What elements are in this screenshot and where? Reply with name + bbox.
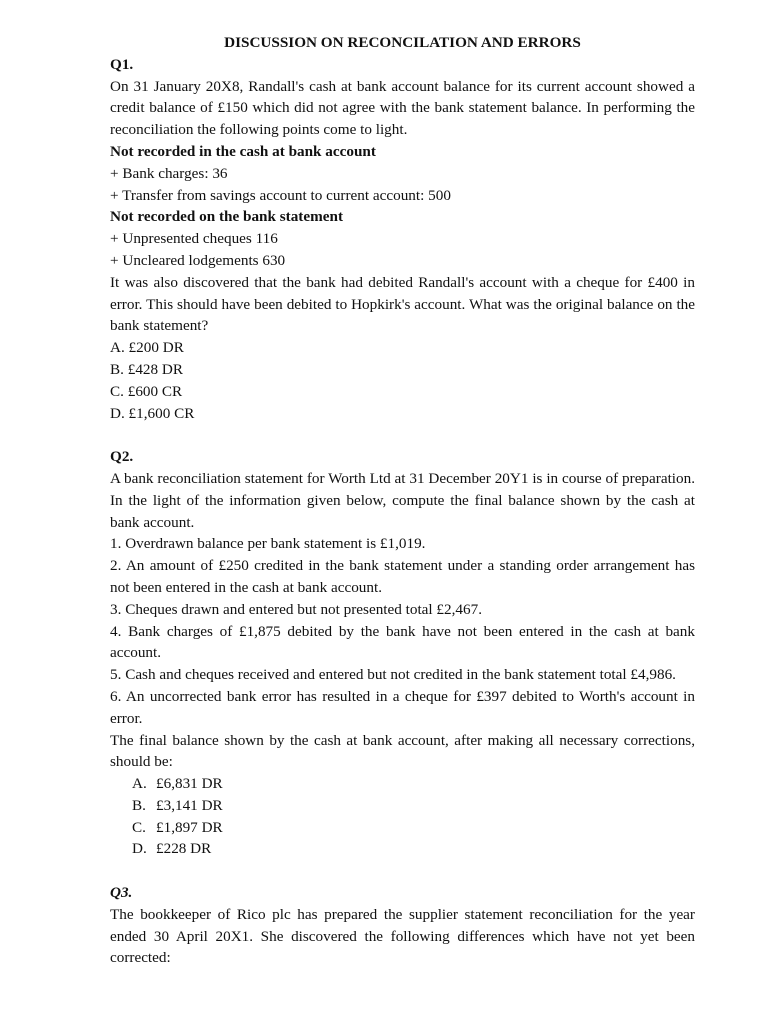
q2-question: The final balance shown by the cash at bank account, after making all necessary corrections, should be: — [110, 731, 695, 771]
q1-subheading-bank-statement: Not recorded on the bank statement — [110, 208, 343, 226]
q1-question: It was also discovered that the bank had debited Randall's account with a cheque for £400 in error. This should have been debited to Hopkirk's account. What was the original balance on the bank statement? — [110, 273, 695, 335]
q1-item-unpresented-cheques: + Unpresented cheques 116 — [110, 230, 278, 248]
q2-options — [110, 773, 695, 860]
q2-heading: Q2. — [110, 448, 134, 466]
q1-item-uncleared-lodgements: + Uncleared lodgements 630 — [110, 251, 286, 269]
q1-heading: Q1. — [110, 55, 134, 73]
q1-option-b: B. £428 DR — [110, 360, 183, 378]
q1-intro: On 31 January 20X8, Randall's cash at bank account balance for its current account showed a credit balance of £150 which did not agree with the bank statement balance. In performing the reconciliation the following points come to light. — [110, 77, 695, 139]
q1-options — [110, 337, 695, 424]
q2-option-d-letter: D. — [132, 840, 147, 858]
q2-option-c — [110, 817, 695, 839]
document-content — [110, 32, 695, 969]
q3-intro: The bookkeeper of Rico plc has prepared the supplier statement reconciliation for the year ended 30 April 20X1. She discovered the following differences which have not yet been corrected: — [110, 905, 695, 967]
q1-item-bank-charges: + Bank charges: 36 — [110, 164, 228, 182]
q2-intro: A bank reconciliation statement for Worth Ltd at 31 December 20Y1 is in course of preparation. In the light of the information given below, compute the final balance shown by the cash at bank account. — [110, 469, 695, 531]
q2-point-4: 4. Bank charges of £1,875 debited by the bank have not been entered in the cash at bank account. — [110, 622, 695, 662]
q2-point-3: 3. Cheques drawn and entered but not presented total £2,467. — [110, 600, 482, 618]
q2-option-c-text: £1,897 DR — [156, 818, 223, 836]
q1-item-transfer: + Transfer from savings account to current account: 500 — [110, 186, 451, 204]
q2-point-2: 2. An amount of £250 credited in the bank statement under a standing order arrangement has not been entered in the cash at bank account. — [110, 557, 695, 596]
q2-option-c-letter: C. — [132, 818, 146, 836]
q1-subheading-cash-account: Not recorded in the cash at bank account — [110, 142, 376, 160]
q2-option-a-text: £6,831 DR — [156, 775, 223, 793]
q1-option-d: D. £1,600 CR — [110, 404, 195, 422]
q2-option-b-text: £3,141 DR — [156, 796, 223, 814]
q1-option-a: A. £200 DR — [110, 339, 184, 357]
spacer — [110, 860, 695, 882]
q2-option-b-letter: B. — [132, 796, 146, 814]
spacer — [110, 424, 695, 446]
q1-option-c: C. £600 CR — [110, 382, 183, 400]
document-title: DISCUSSION ON RECONCILATION AND ERRORS — [224, 34, 581, 51]
q2-point-5: 5. Cash and cheques received and entered but not credited in the bank statement total £4,986. — [110, 666, 676, 684]
q2-option-a — [110, 773, 695, 795]
q3-heading: Q3. — [110, 884, 133, 902]
q2-option-b — [110, 795, 695, 817]
q2-point-1: 1. Overdrawn balance per bank statement is £1,019. — [110, 535, 426, 553]
q2-option-d — [110, 838, 695, 860]
q2-point-6: 6. An uncorrected bank error has resulted in a cheque for £397 debited to Worth's account in error. — [110, 687, 695, 727]
q2-option-d-text: £228 DR — [156, 840, 212, 858]
q2-option-a-letter: A. — [132, 775, 147, 793]
